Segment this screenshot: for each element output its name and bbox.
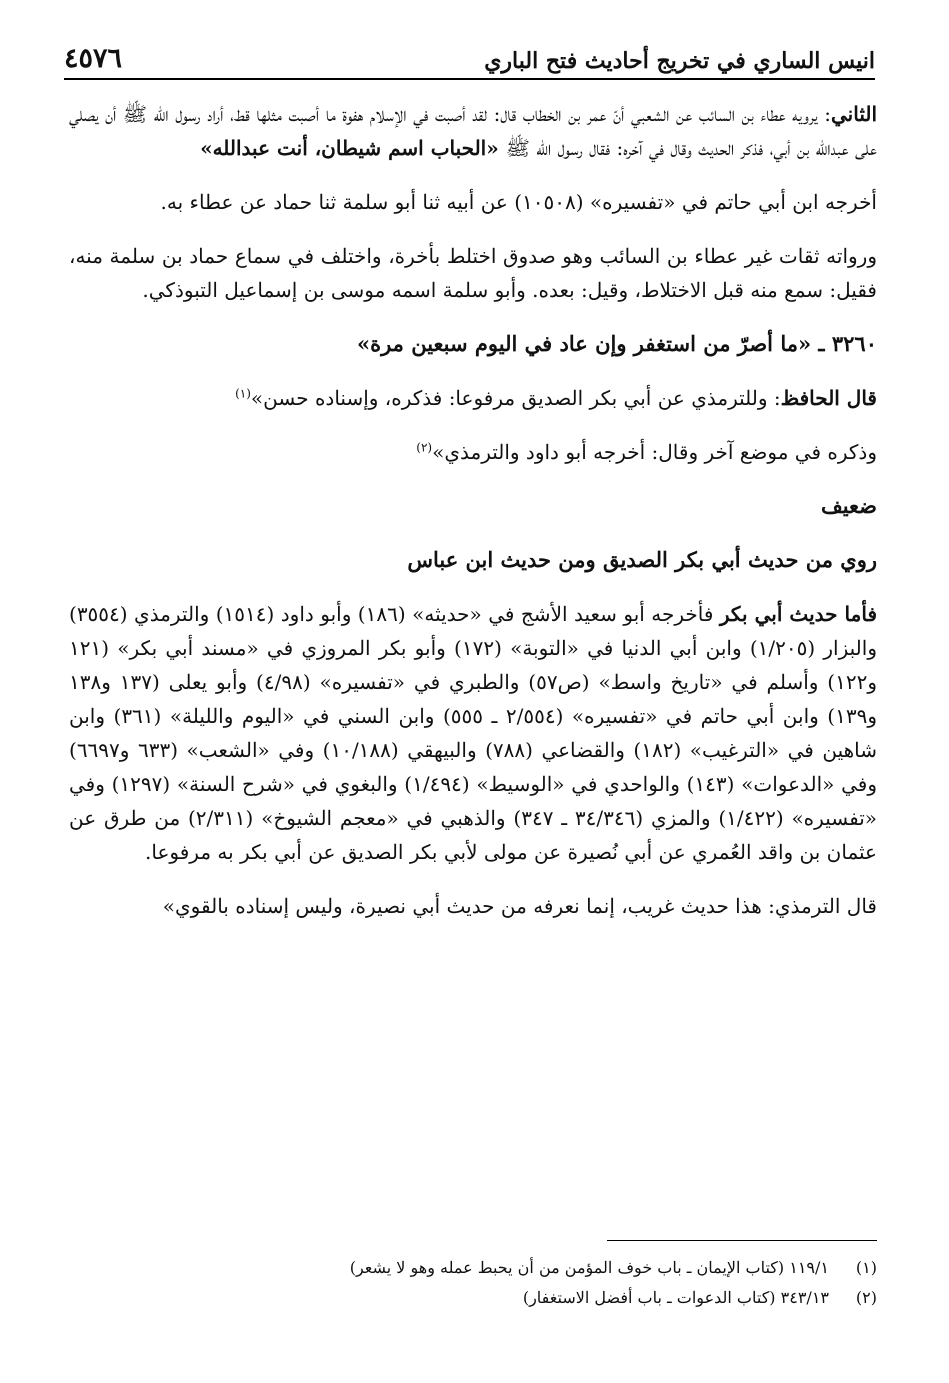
main-text <box>69 97 877 943</box>
footnote-number: (٢) <box>855 1288 877 1307</box>
paragraph-text: وذكره في موضع آخر وقال: أخرجه أبو داود والترمذي» <box>432 440 877 464</box>
hadith-title: ٣٢٦٠ ـ «ما أصرّ من استغفر وإن عاد في اليوم سبعين مرة» <box>356 331 877 356</box>
paragraph-label: فأما حديث أبي بكر <box>719 602 878 626</box>
grade-heading: ضعيف <box>820 493 877 518</box>
footnote-text: ٣٤٣/١٣ (كتاب الدعوات ـ باب أفضل الاستغفار) <box>522 1288 829 1307</box>
paragraph-hafiz <box>69 381 877 415</box>
hadith-quote: «الحباب اسم شيطان، أنت عبدالله» <box>200 136 506 160</box>
footnote <box>69 1283 877 1313</box>
footnote-text: ١١٩/١ (كتاب الإيمان ـ باب خوف المؤمن من أن يحبط عمله وهو لا يشعر) <box>349 1258 829 1277</box>
footnote-ref: (٢) <box>416 440 433 455</box>
paragraph-label: الثاني <box>830 102 877 126</box>
page-number: ٤٥٧٦ <box>64 43 123 74</box>
footnote-divider <box>607 1240 877 1241</box>
paragraph-abu-bakr <box>69 597 877 869</box>
footnote <box>69 1253 877 1283</box>
footnotes <box>69 1240 877 1313</box>
page-header <box>64 30 875 80</box>
paragraph-text: : وللترمذي عن أبي بكر الصديق مرفوعا: فذكره، وإسناده حسن» <box>250 386 781 410</box>
paragraph-tirmidhi: قال الترمذي: هذا حديث غريب، إنما نعرفه من حديث أبي نصيرة، وليس إسناده بالقوي» <box>162 894 877 918</box>
footnote-ref: (١) <box>235 386 251 401</box>
paragraph-takhrij: أخرجه ابن أبي حاتم في «تفسيره» (١٠٥٠٨) عن أبيه ثنا أبو سلمة ثنا حماد عن عطاء به. <box>160 190 877 214</box>
paragraph-other-place <box>69 435 877 469</box>
paragraph-text: فأخرجه أبو سعيد الأشج في «حديثه» (١٨٦) وأبو داود (١٥١٤) والترمذي (٣٥٥٤) والبزار (١/٢٠٥) وابن أبي الدنيا في «التوبة» (١٧٢) وأبو بكر المروزي في «مسند أبي بكر» (١٢١ و١٢٢) وأسلم في «تاريخ واسط» (ص٥٧) والطبري في «تفسيره» (٤/٩٨) وأبو يعلى (١٣٧ و١٣٨ و١٣٩) وابن أبي حاتم في «تفسيره» (٢/٥٥٤ ـ ٥٥٥) وابن السني في «اليوم والليلة» (٣٦١) وابن شاهين في «الترغيب» (١٨٢) والقضاعي (٧٨٨) والبيهقي (١٠/١٨٨) وفي «الشعب» (٦٣٣ و٦٦٩٧) وفي «الدعوات» (١٤٣) والواحدي في «الوسيط» (١/٤٩٤) والبغوي في «شرح السنة» (١٢٩٧) وفي «تفسيره» (١/٤٢٢) والمزي (٣٤/٣٤٦ ـ ٣٤٧) والذهبي في «معجم الشيوخ» (٢/٣١١) من طرق عن عثمان بن واقد العُمري عن أبي نُصيرة عن مولى لأبي بكر الصديق عن أبي بكر به مرفوعا. <box>69 602 878 864</box>
paragraph-label: قال الحافظ <box>780 386 877 410</box>
paragraph-second-narration <box>69 97 877 165</box>
section-subheading: روي من حديث أبي بكر الصديق ومن حديث ابن عباس <box>407 547 877 572</box>
footnote-number: (١) <box>855 1258 877 1277</box>
paragraph-text: : يرويه عطاء بن السائب عن الشعبي أنّ عمر بن الخطاب قال: لقد أصبت في الإسلام هفوة ما أصبت مثلها قط، أراد رسول الله ﷺ أن يصلي على عبدالله بن أبي، فذكر الحديث وقال في آخره: فقال رسول الله ﷺ <box>69 102 877 160</box>
paragraph-narrators: ورواته ثقات غير عطاء بن السائب وهو صدوق اختلط بأخرة، واختلف في سماع حماد بن سلمة منه، فقيل: سمع منه قبل الاختلاط، وقيل: بعده. وأبو سلمة اسمه موسى بن إسماعيل التبوذكي. <box>69 244 877 302</box>
running-title: انيس الساري في تخريج أحاديث فتح الباري <box>484 48 875 74</box>
